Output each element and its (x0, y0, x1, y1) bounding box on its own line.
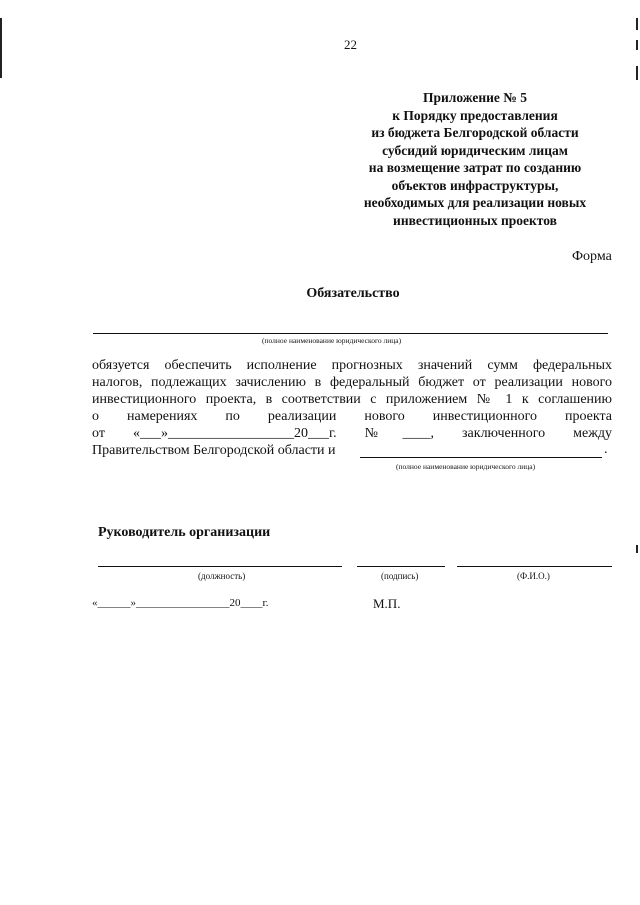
body-line: налогов, подлежащих зачислению в федеральный бюджет от реализации нового (92, 375, 612, 390)
scan-edge-mark-right-1 (636, 18, 638, 30)
body-last-line-text: Правительством Белгородской области и (92, 443, 336, 458)
appendix-line: объектов инфраструктуры, (391, 177, 559, 193)
signature-field-line (357, 566, 445, 567)
appendix-line: из бюджета Белгородской области (371, 125, 579, 140)
org-name-field-line-2 (360, 457, 602, 458)
form-label: Форма (572, 249, 612, 264)
scan-edge-mark-left (0, 18, 2, 78)
position-field-line (98, 566, 342, 567)
appendix-header (340, 89, 610, 229)
body-period: . (604, 442, 608, 457)
appendix-line: инвестиционных проектов (393, 212, 557, 228)
stamp-place-label: М.П. (373, 596, 401, 611)
document-title: Обязательство (306, 286, 400, 301)
page-number: 22 (344, 37, 357, 52)
body-line: о намерениях по реализации нового инвестиционного проекта (92, 409, 612, 424)
appendix-line: необходимых для реализации новых (363, 195, 587, 210)
body-line: обязуется обеспечить исполнение прогнозных значений сумм федеральных (92, 358, 612, 373)
full-name-caption: (Ф.И.О.) (517, 571, 550, 581)
appendix-line: на возмещение затрат по созданию (368, 160, 582, 175)
appendix-line: Приложение № 5 (423, 90, 527, 105)
appendix-line: к Порядку предоставления (392, 107, 558, 123)
date-field: «______»_________________20____г. (92, 597, 269, 609)
scan-edge-mark-right-3 (636, 66, 638, 80)
position-caption: (должность) (198, 571, 246, 581)
body-line: инвестиционного проекта, в соответствии с приложением № 1 к соглашению (92, 392, 612, 407)
org-name-field-line (93, 333, 608, 334)
scan-edge-mark-right-4 (636, 545, 638, 553)
appendix-line: субсидий юридическим лицам (382, 142, 568, 158)
body-paragraph (92, 357, 612, 459)
head-of-organization-label: Руководитель организации (98, 525, 271, 540)
org-name-caption: (полное наименование юридического лица) (262, 336, 402, 345)
full-name-field-line (457, 566, 612, 567)
org-name-caption-2: (полное наименование юридического лица) (396, 462, 536, 471)
body-line: от «___»__________________20___г. №____, заключенного между (92, 426, 612, 441)
scan-edge-mark-right-2 (636, 40, 638, 50)
signature-caption: (подпись) (381, 571, 419, 581)
